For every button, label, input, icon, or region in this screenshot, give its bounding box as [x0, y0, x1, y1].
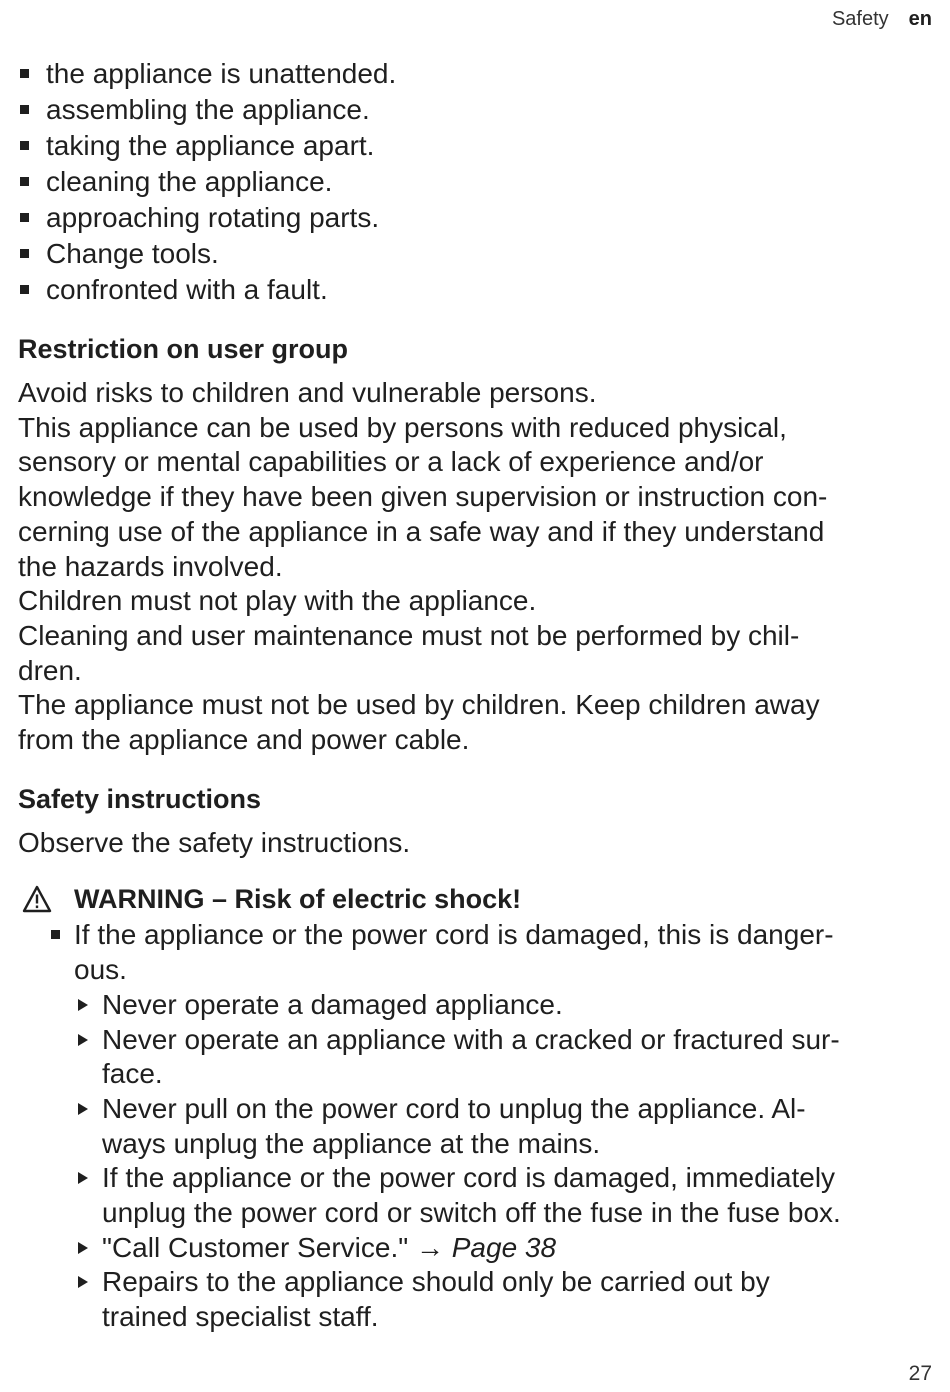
square-bullet-icon: [20, 177, 29, 186]
arrow-bullet-icon: [78, 1034, 88, 1046]
arrow-bullet-icon: [78, 1172, 88, 1184]
text-line: cerning use of the appliance in a safe way and if they understand: [18, 515, 825, 547]
arrow-bullet-icon: [78, 1242, 88, 1254]
page-reference-link[interactable]: Page 38: [451, 1231, 557, 1263]
text-line: Cleaning and user maintenance must not be performed by chil-: [18, 619, 800, 651]
warning-triangle-icon: [22, 885, 52, 913]
restriction-text: [18, 376, 938, 758]
text-line: sensory or mental capabilities or a lack of experience and/or: [18, 446, 764, 478]
text-line: The appliance must not be used by children. Keep children away: [18, 689, 820, 721]
list-item: approaching rotating parts.: [18, 200, 938, 236]
text-line: Children must not play with the appliance.: [18, 585, 537, 617]
safety-heading: Safety instructions: [18, 783, 262, 814]
square-bullet-icon: [51, 930, 60, 939]
list-item: taking the appliance apart.: [18, 128, 938, 164]
warning-list: [18, 918, 938, 1334]
running-header: [832, 8, 932, 31]
instruction-step: Never pull on the power cord to unplug the appliance. Al- ways unplug the appliance at the mains.: [74, 1092, 938, 1161]
text-line: dren.: [18, 654, 82, 686]
arrow-bullet-icon: [78, 999, 88, 1011]
safety-text: Observe the safety instructions.: [18, 826, 411, 858]
page-number: 27: [908, 1362, 932, 1385]
list-item: assembling the appliance.: [18, 92, 938, 128]
text-line: the hazards involved.: [18, 550, 283, 582]
call-service-text: "Call Customer Service.": [102, 1231, 409, 1263]
language-label: en: [908, 8, 932, 30]
instruction-step: Never operate a damaged appliance.: [74, 988, 938, 1023]
list-item: Change tools.: [18, 236, 938, 272]
restriction-heading: Restriction on user group: [18, 334, 349, 364]
instruction-step: Repairs to the appliance should only be carried out by trained specialist staff.: [74, 1265, 938, 1334]
instruction-step: If the appliance or the power cord is damaged, immediately unplug the power cord or switch off the fuse in the fuse box.: [74, 1161, 938, 1230]
instruction-step: Never operate an appliance with a cracked or fractured sur- face.: [74, 1023, 938, 1092]
list-item: the appliance is unattended.: [18, 56, 938, 92]
text-line: from the appliance and power cable.: [18, 724, 470, 756]
text-line: This appliance can be used by persons with reduced physical,: [18, 411, 787, 443]
text-line: Avoid risks to children and vulnerable persons.: [18, 377, 597, 408]
arrow-bullet-icon: [78, 1103, 88, 1115]
arrow-right-icon: →: [415, 1231, 444, 1263]
situation-list: [18, 56, 938, 308]
square-bullet-icon: [20, 285, 29, 294]
square-bullet-icon: [20, 249, 29, 258]
square-bullet-icon: [20, 105, 29, 114]
warning-bullet: [18, 918, 938, 1334]
square-bullet-icon: [20, 69, 29, 78]
text-line: ous.: [74, 954, 127, 986]
text-line: If the appliance or the power cord is damaged, this is danger-: [74, 919, 834, 951]
text-line: knowledge if they have been given supervision or instruction con-: [18, 481, 828, 513]
warning-block: [18, 882, 938, 1334]
list-item: confronted with a fault.: [18, 272, 938, 308]
page-content: [18, 56, 938, 1335]
square-bullet-icon: [20, 213, 29, 222]
instruction-step: [74, 1231, 938, 1266]
section-label: Safety: [831, 8, 889, 30]
arrow-bullet-icon: [78, 1276, 88, 1288]
instruction-steps: [74, 988, 938, 1335]
list-item: cleaning the appliance.: [18, 164, 938, 200]
square-bullet-icon: [20, 141, 29, 150]
warning-title: WARNING – Risk of electric shock!: [18, 882, 938, 916]
